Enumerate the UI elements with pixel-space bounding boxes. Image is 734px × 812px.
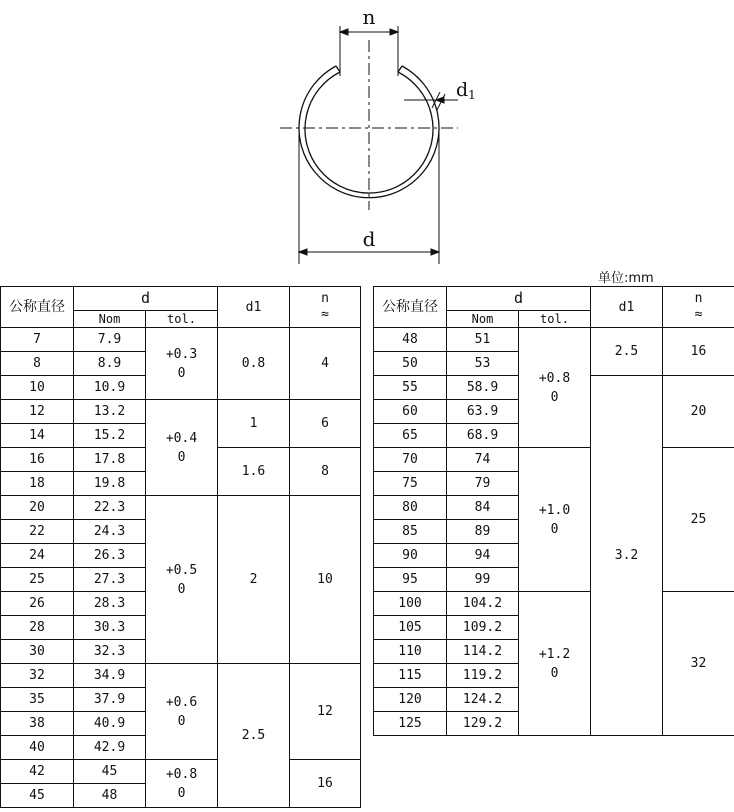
- header-n: n ≈: [663, 287, 734, 328]
- d1-cell: 1.6: [218, 448, 290, 496]
- unit-label: 单位:mm: [598, 271, 654, 286]
- n-cell: 20: [663, 376, 734, 448]
- header-d1: d1: [591, 287, 663, 328]
- tol-cell: +0.3 0: [146, 328, 218, 400]
- spec-table-left: [0, 286, 361, 808]
- table-row: 35 37.9: [1, 688, 361, 712]
- table-row: 16 17.8 1.6 8: [1, 448, 361, 472]
- table-row: 120 124.2: [374, 688, 734, 712]
- table-row: 10 10.9: [1, 376, 361, 400]
- tol-cell: +0.8 0: [146, 760, 218, 808]
- header-n: n ≈: [290, 287, 361, 328]
- table-row: 60 63.9: [374, 400, 734, 424]
- table-row: 50 53: [374, 352, 734, 376]
- table-row: 20 22.3 +0.5 0 2 10: [1, 496, 361, 520]
- table-row: 90 94: [374, 544, 734, 568]
- table-row: 85 89: [374, 520, 734, 544]
- header-d: d: [74, 287, 218, 311]
- table-row: 25 27.3: [1, 568, 361, 592]
- tol-cell: +0.8 0: [519, 328, 591, 448]
- header-d1: d1: [218, 287, 290, 328]
- dim-d-label: d: [362, 227, 376, 251]
- tol-cell: +0.6 0: [146, 664, 218, 760]
- table-row: 18 19.8: [1, 472, 361, 496]
- d1-cell: 2: [218, 496, 290, 664]
- n-cell: 16: [663, 328, 734, 376]
- n-cell: 32: [663, 592, 734, 736]
- table-row: 30 32.3: [1, 640, 361, 664]
- d1-cell: 1: [218, 400, 290, 448]
- table-row: 95 99: [374, 568, 734, 592]
- spec-table-right: [373, 286, 734, 736]
- n-cell: 6: [290, 400, 361, 448]
- table-row: 7 7.9 +0.3 0 0.8 4: [1, 328, 361, 352]
- dim-n-label: n: [362, 5, 376, 29]
- n-cell: 8: [290, 448, 361, 496]
- table-row: 8 8.9: [1, 352, 361, 376]
- header-nominal: 公称直径: [1, 287, 74, 328]
- tol-cell: +0.5 0: [146, 496, 218, 664]
- n-cell: 12: [290, 664, 361, 760]
- d1-cell: 0.8: [218, 328, 290, 400]
- table-row: 45 48: [1, 784, 361, 808]
- table-row: 65 68.9: [374, 424, 734, 448]
- d1-cell: 2.5: [218, 664, 290, 808]
- header-tol: tol.: [519, 311, 591, 328]
- table-row: 70 74 +1.0 0 25: [374, 448, 734, 472]
- table-row: 12 13.2 +0.4 0 1 6: [1, 400, 361, 424]
- d1-cell: 2.5: [591, 328, 663, 376]
- header-nominal: 公称直径: [374, 287, 447, 328]
- table-row: 38 40.9: [1, 712, 361, 736]
- table-row: 110 114.2: [374, 640, 734, 664]
- table-row: 14 15.2: [1, 424, 361, 448]
- table-row: 48 51 +0.8 0 2.5 16: [374, 328, 734, 352]
- table-row: 32 34.9 +0.6 0 2.5 12: [1, 664, 361, 688]
- d1-cell: 3.2: [591, 376, 663, 736]
- table-row: 40 42.9: [1, 736, 361, 760]
- table-row: 24 26.3: [1, 544, 361, 568]
- n-cell: 4: [290, 328, 361, 400]
- ring-drawing: [0, 0, 734, 270]
- dim-d1-label: d1: [456, 79, 476, 102]
- table-row: 105 109.2: [374, 616, 734, 640]
- table-row: 125 129.2: [374, 712, 734, 736]
- header-nom: Nom: [447, 311, 519, 328]
- table-row: 55 58.9 3.2 20: [374, 376, 734, 400]
- table-row: 80 84: [374, 496, 734, 520]
- header-nom: Nom: [74, 311, 146, 328]
- ring-outer-arc: [299, 66, 439, 198]
- header-tol: tol.: [146, 311, 218, 328]
- tol-cell: +1.0 0: [519, 448, 591, 592]
- table-row: 42 45 +0.8 0 16: [1, 760, 361, 784]
- header-d: d: [447, 287, 591, 311]
- table-row: 75 79: [374, 472, 734, 496]
- tol-cell: +1.2 0: [519, 592, 591, 736]
- table-row: 28 30.3: [1, 616, 361, 640]
- tol-cell: +0.4 0: [146, 400, 218, 496]
- n-cell: 10: [290, 496, 361, 664]
- n-cell: 16: [290, 760, 361, 808]
- table-row: 115 119.2: [374, 664, 734, 688]
- table-row: 22 24.3: [1, 520, 361, 544]
- n-cell: 25: [663, 448, 734, 592]
- table-row: 26 28.3: [1, 592, 361, 616]
- table-row: 100 104.2 +1.2 0 32: [374, 592, 734, 616]
